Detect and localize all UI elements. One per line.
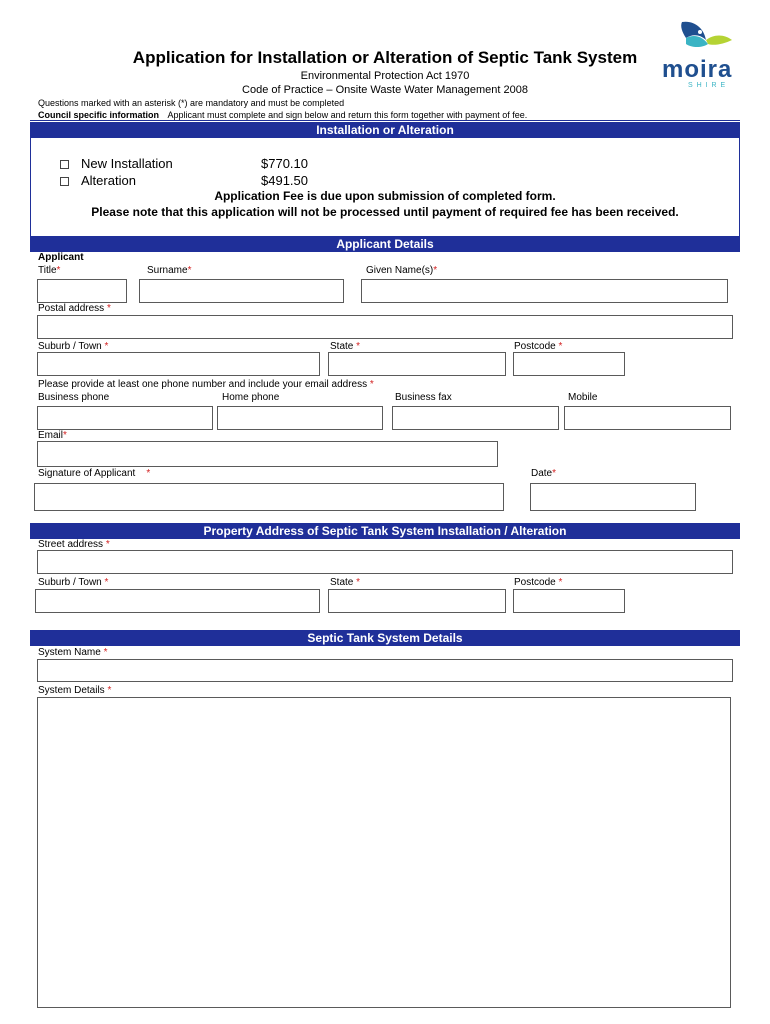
option-new-installation[interactable]	[60, 156, 173, 171]
surname-label-text: Surname	[147, 265, 188, 276]
property-suburb-field[interactable]	[35, 589, 320, 613]
alteration-label: Alteration	[81, 173, 136, 188]
system-name-field[interactable]	[37, 659, 733, 682]
phone-note-text: Please provide at least one phone number and include your email address	[38, 379, 368, 390]
postcode-field[interactable]	[513, 352, 625, 376]
new-installation-fee: $770.10	[261, 156, 308, 171]
title-label	[38, 265, 60, 276]
state-asterisk: *	[356, 341, 361, 352]
business-fax-field[interactable]	[392, 406, 559, 430]
phone-asterisk: *	[369, 379, 374, 390]
title-field[interactable]	[37, 279, 127, 303]
street-address-field[interactable]	[37, 550, 733, 574]
section-system-heading: Septic Tank System Details	[30, 630, 740, 646]
title-label-text: Title	[38, 265, 57, 276]
state-field[interactable]	[328, 352, 506, 376]
date-asterisk: *	[552, 468, 557, 479]
state-label	[330, 341, 360, 352]
property-state-label	[330, 577, 360, 588]
suburb-label	[38, 341, 108, 352]
suburb-label-text: Suburb / Town	[38, 341, 102, 352]
postal-address-label	[38, 303, 111, 314]
property-postcode-field[interactable]	[513, 589, 625, 613]
property-state-field[interactable]	[328, 589, 506, 613]
business-phone-field[interactable]	[37, 406, 213, 430]
section-property-heading: Property Address of Septic Tank System Installation / Alteration	[30, 523, 740, 539]
council-info-text: Applicant must complete and sign below and return this form together with payment of fee.	[167, 110, 528, 120]
email-field[interactable]	[37, 441, 498, 467]
system-name-asterisk: *	[103, 647, 108, 658]
property-state-label-text: State	[330, 577, 354, 588]
signature-label-text: Signature of Applicant	[38, 468, 136, 479]
email-label-text: Email	[38, 430, 64, 441]
signature-label	[38, 468, 150, 479]
surname-asterisk: *	[187, 265, 192, 276]
postcode-label	[514, 341, 562, 352]
street-asterisk: *	[105, 539, 110, 550]
date-label-text: Date	[531, 468, 553, 479]
frame-top	[30, 120, 740, 121]
logo-wordmark: moira	[662, 56, 733, 83]
form-title: Application for Installation or Alteration of Septic Tank System	[132, 48, 638, 67]
alteration-fee: $491.50	[261, 173, 308, 188]
system-details-label-text: System Details	[38, 685, 105, 696]
title-asterisk: *	[56, 265, 61, 276]
property-suburb-asterisk: *	[104, 577, 109, 588]
property-state-asterisk: *	[356, 577, 361, 588]
signature-field[interactable]	[34, 483, 504, 511]
mandatory-note: Questions marked with an asterisk (*) are mandatory and must be completed	[38, 98, 345, 108]
home-phone-field[interactable]	[217, 406, 383, 430]
moira-shire-logo	[660, 18, 750, 92]
given-name-label-text: Given Name(s)	[366, 265, 434, 276]
street-address-label-text: Street address	[38, 539, 104, 550]
property-postcode-label-text: Postcode	[514, 577, 556, 588]
surname-field[interactable]	[139, 279, 344, 303]
phone-note	[38, 379, 374, 390]
given-name-label	[366, 265, 437, 276]
payment-note: Please note that this application will not be processed until payment of required fee has been received.	[91, 205, 679, 219]
system-name-label-text: System Name	[38, 647, 101, 658]
property-suburb-label-text: Suburb / Town	[38, 577, 102, 588]
property-suburb-label	[38, 577, 108, 588]
given-name-asterisk: *	[433, 265, 438, 276]
act-line: Environmental Protection Act 1970	[300, 70, 470, 82]
postal-address-label-text: Postal address	[38, 303, 105, 314]
fee-due-note: Application Fee is due upon submission of completed form.	[214, 189, 556, 203]
council-info-label: Council specific information	[38, 110, 160, 120]
suburb-field[interactable]	[37, 352, 320, 376]
system-details-asterisk: *	[107, 685, 112, 696]
option-alteration[interactable]	[60, 173, 136, 188]
given-name-field[interactable]	[361, 279, 728, 303]
suburb-asterisk: *	[104, 341, 109, 352]
mobile-label: Mobile	[568, 392, 598, 403]
system-name-label	[38, 647, 107, 658]
property-postcode-asterisk: *	[558, 577, 563, 588]
applicant-subheading: Applicant	[38, 252, 84, 263]
mobile-field[interactable]	[564, 406, 731, 430]
system-details-field[interactable]	[37, 697, 731, 1008]
email-asterisk: *	[63, 430, 67, 441]
surname-label	[147, 265, 191, 276]
street-address-label	[38, 539, 110, 550]
date-field[interactable]	[530, 483, 696, 511]
logo-subword: S H I R E	[688, 82, 727, 89]
code-line: Code of Practice – Onsite Waste Water Management 2008	[242, 84, 528, 96]
section-installation-heading: Installation or Alteration	[30, 122, 740, 138]
postcode-label-text: Postcode	[514, 341, 556, 352]
email-label	[38, 430, 67, 441]
system-details-label	[38, 685, 111, 696]
postal-asterisk: *	[106, 303, 111, 314]
property-postcode-label	[514, 577, 562, 588]
alteration-checkbox[interactable]	[60, 177, 69, 186]
new-installation-label: New Installation	[81, 156, 173, 171]
new-installation-checkbox[interactable]	[60, 160, 69, 169]
section-applicant-heading: Applicant Details	[30, 236, 740, 252]
signature-asterisk: *	[146, 468, 151, 479]
postal-address-field[interactable]	[37, 315, 733, 339]
business-fax-label: Business fax	[395, 392, 452, 403]
business-phone-label: Business phone	[38, 392, 110, 403]
date-label	[531, 468, 556, 479]
home-phone-label: Home phone	[222, 392, 280, 403]
postcode-asterisk: *	[558, 341, 563, 352]
council-info-row	[38, 110, 527, 120]
state-label-text: State	[330, 341, 354, 352]
